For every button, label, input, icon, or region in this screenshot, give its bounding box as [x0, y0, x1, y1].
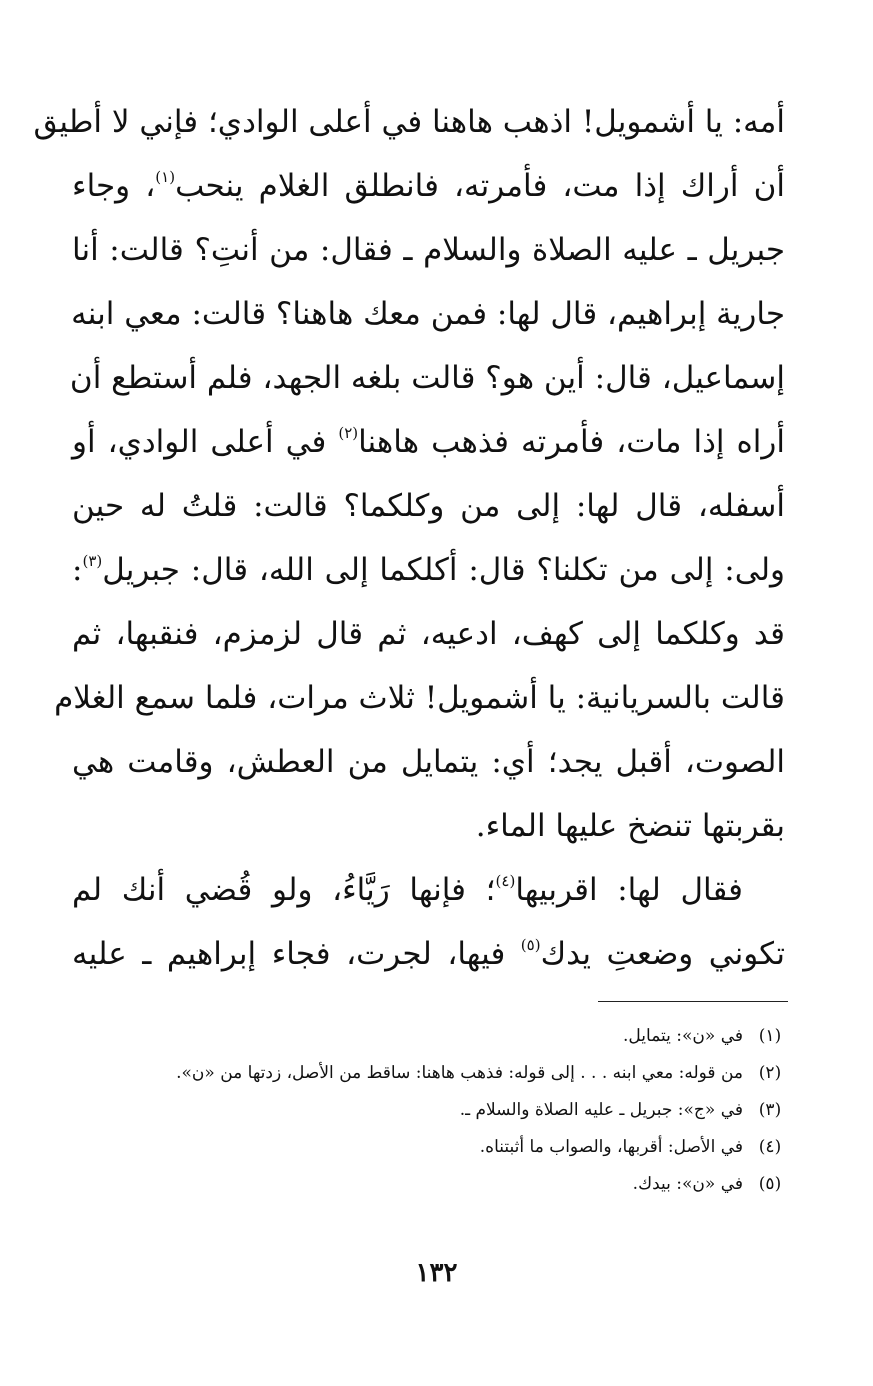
text-line: بقربتها تنضخ عليها الماء.	[475, 808, 785, 844]
footnote	[60, 1092, 785, 1129]
footnote-text: في «ج»: جبريل ـ عليه الصلاة والسلام ـ.	[459, 1100, 743, 1120]
footnote	[60, 1129, 785, 1166]
footnote-text: في «ن»: بيدك.	[632, 1174, 743, 1194]
footnote-number: (٢)	[758, 1063, 782, 1083]
text-line: قد وكلكما إلى كهف، ادعيه، ثم قال لزمزم، فنقبها، ثم	[72, 616, 785, 652]
footnote-text: في «ن»: يتمايل.	[623, 1026, 743, 1046]
footnote-text: من قوله: معي ابنه . . . إلى قوله: فذهب هاهنا: ساقط من الأصل، زدتها من «ن».	[176, 1063, 743, 1083]
footnote-marker: (٣)	[82, 552, 103, 570]
page-number: ١٣٢	[415, 1258, 458, 1288]
main-text	[33, 90, 786, 986]
text-line: جارية إبراهيم، قال لها: فمن معك هاهنا؟ قالت: معي ابنه	[71, 296, 785, 332]
text-line: أراه إذا مات، فأمرته فذهب هاهنا$^{(٢)}$ في أعلى الوادي، أو	[72, 424, 785, 460]
footnote	[60, 1018, 785, 1055]
text-line: أسفله، قال لها: إلى من وكلكما؟ قالت: قلتُ له حين	[72, 488, 785, 524]
text-line: قالت بالسريانية: يا أشمويل! ثلاث مرات، فلما سمع الغلام	[54, 680, 785, 716]
text-line: جبريل ـ عليه الصلاة والسلام ـ فقال: من أنتِ؟ قالت: أنا	[72, 232, 785, 268]
footnote-number: (١)	[758, 1026, 782, 1046]
footnote	[60, 1055, 785, 1092]
footnote-number: (٥)	[758, 1174, 782, 1194]
footnote	[60, 1166, 785, 1203]
footnote-marker: (٤)	[495, 872, 516, 890]
footnotes	[60, 1018, 785, 1203]
footnote-marker: (١)	[155, 168, 176, 186]
footnote-marker: (٢)	[338, 424, 359, 442]
footnote-number: (٤)	[758, 1137, 782, 1157]
text-line: الصوت، أقبل يجد؛ أي: يتمايل من العطش، وقامت هي	[72, 744, 785, 780]
text-line: فقال لها: اقربيها$^{(٤)}$؛ فإنها رَيَّاءُ، ولو قُضي أنك لم	[72, 872, 743, 908]
footnote-text: في الأصل: أقربها، والصواب ما أثبتناه.	[479, 1137, 743, 1157]
text-line: تكوني وضعتِ يدك$^{(٥)}$ فيها، لجرت، فجاء إبراهيم ـ عليه	[72, 936, 786, 972]
text-line: ولى: إلى من تكلنا؟ قال: أكلكما إلى الله، قال: جبريل$^{(٣)}$:	[72, 552, 785, 588]
footnote-marker: (٥)	[520, 936, 541, 954]
text-line: أن أراك إذا مت، فأمرته، فانطلق الغلام ينحب$^{(١)}$، وجاء	[72, 168, 785, 204]
text-line: أمه: يا أشمويل! اذهب هاهنا في أعلى الوادي؛ فإني لا أطيق	[33, 104, 785, 140]
footnote-number: (٣)	[758, 1100, 782, 1120]
footnote-separator	[598, 1001, 788, 1002]
text-line: إسماعيل، قال: أين هو؟ قالت بلغه الجهد، فلم أستطع أن	[69, 360, 785, 396]
